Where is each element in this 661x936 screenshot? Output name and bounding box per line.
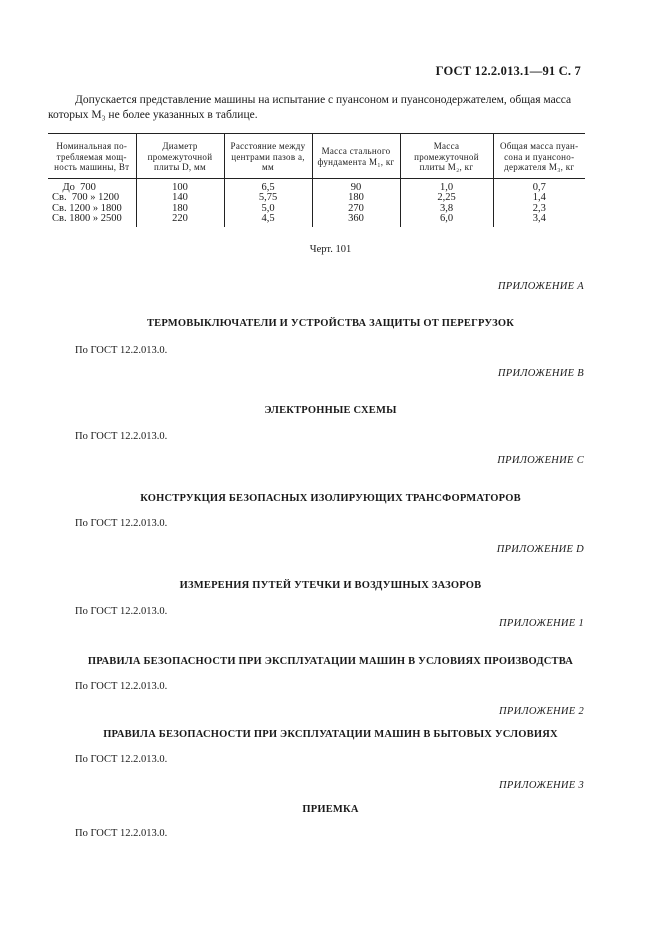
table-row: [48, 178, 585, 193]
appendix-title: ЭЛЕКТРОННЫЕ СХЕМЫ: [264, 405, 397, 416]
column-header: Масса стального фундамента M₁, кг: [312, 134, 400, 179]
appendix-title: ПРИЕМКА: [302, 804, 359, 815]
appendix-label: ПРИЛОЖЕНИЕ C: [497, 455, 584, 466]
drawing-caption: Черт. 101: [309, 244, 352, 255]
appendix-label: ПРИЛОЖЕНИЕ D: [496, 544, 584, 555]
table-row: [48, 214, 585, 227]
table-cell: 100: [136, 178, 224, 193]
appendix-title: КОНСТРУКЦИЯ БЕЗОПАСНЫХ ИЗОЛИРУЮЩИХ ТРАНСФОРМАТОРОВ: [140, 493, 521, 504]
appendix-text: По ГОСТ 12.2.013.0.: [75, 606, 168, 617]
appendix-text: По ГОСТ 12.2.013.0.: [75, 681, 168, 692]
appendix-label: ПРИЛОЖЕНИЕ 3: [499, 780, 584, 791]
appendix-label: ПРИЛОЖЕНИЕ 1: [499, 618, 584, 629]
table-cell: 5,0: [224, 204, 312, 215]
column-header: Масса промежуточной плиты M₂, кг: [400, 134, 493, 179]
table-cell: 4,5: [224, 214, 312, 227]
appendix-text: По ГОСТ 12.2.013.0.: [75, 518, 168, 529]
column-header: Номинальная по-требляемая мощ-ность машины, Вт: [48, 134, 136, 179]
table-cell: 5,75: [224, 193, 312, 204]
table-row: [48, 204, 585, 215]
table-cell: 2,3: [493, 204, 585, 215]
table-cell: 6,0: [400, 214, 493, 227]
table-cell: 220: [136, 214, 224, 227]
appendix-text: По ГОСТ 12.2.013.0.: [75, 754, 168, 765]
appendix-title: ПРАВИЛА БЕЗОПАСНОСТИ ПРИ ЭКСПЛУАТАЦИИ МАШИН В УСЛОВИЯХ ПРОИЗВОДСТВА: [87, 656, 574, 667]
table-header-row: [48, 134, 585, 179]
appendix-text: По ГОСТ 12.2.013.0.: [75, 828, 168, 839]
column-header: Общая масса пуан-сона и пуансоно-держателя M₃, кг: [493, 134, 585, 179]
column-header: Расстояние между центрами пазов a, мм: [224, 134, 312, 179]
table-cell: 140: [136, 193, 224, 204]
table-cell: 180: [312, 193, 400, 204]
table-cell: 1,4: [493, 193, 585, 204]
appendix-label: ПРИЛОЖЕНИЕ B: [497, 368, 584, 379]
table-cell: До 700: [52, 181, 96, 193]
table-cell: 180: [136, 204, 224, 215]
appendix-title: ПРАВИЛА БЕЗОПАСНОСТИ ПРИ ЭКСПЛУАТАЦИИ МАШИН В БЫТОВЫХ УСЛОВИЯХ: [103, 729, 558, 740]
page-header: ГОСТ 12.2.013.1—91 С. 7: [435, 64, 581, 78]
appendix-title: ТЕРМОВЫКЛЮЧАТЕЛИ И УСТРОЙСТВА ЗАЩИТЫ ОТ ПЕРЕГРУЗОК: [146, 318, 515, 329]
table-cell: Св. 700 » 1200: [52, 192, 120, 203]
table-cell: 90: [312, 178, 400, 193]
table-cell: 1,0: [400, 178, 493, 193]
parameters-table: [48, 133, 585, 227]
table-cell: 2,25: [400, 193, 493, 204]
appendix-label: ПРИЛОЖЕНИЕ 2: [499, 706, 584, 717]
appendix-text: По ГОСТ 12.2.013.0.: [75, 345, 168, 356]
table-cell: 6,5: [224, 178, 312, 193]
appendix-title: ИЗМЕРЕНИЯ ПУТЕЙ УТЕЧКИ И ВОЗДУШНЫХ ЗАЗОРОВ: [179, 580, 482, 591]
table-cell: Св. 1200 » 1800: [52, 202, 122, 214]
table-cell: 3,8: [400, 204, 493, 215]
table-cell: 0,7: [493, 178, 585, 193]
table-cell: 270: [312, 204, 400, 215]
appendix-text: По ГОСТ 12.2.013.0.: [75, 431, 168, 442]
table-row: [48, 193, 585, 204]
table-cell: Св. 1800 » 2500: [52, 213, 122, 224]
appendix-label: ПРИЛОЖЕНИЕ A: [497, 281, 584, 292]
intro-paragraph: Допускается представление машины на испытание с пуансоном и пуансонодержателем, общая масса которых M₃ не более указанных в таблице.: [48, 94, 572, 121]
table-cell: 360: [312, 214, 400, 227]
column-header: Диаметр промежуточной плиты D, мм: [136, 134, 224, 179]
table-cell: 3,4: [493, 214, 585, 227]
